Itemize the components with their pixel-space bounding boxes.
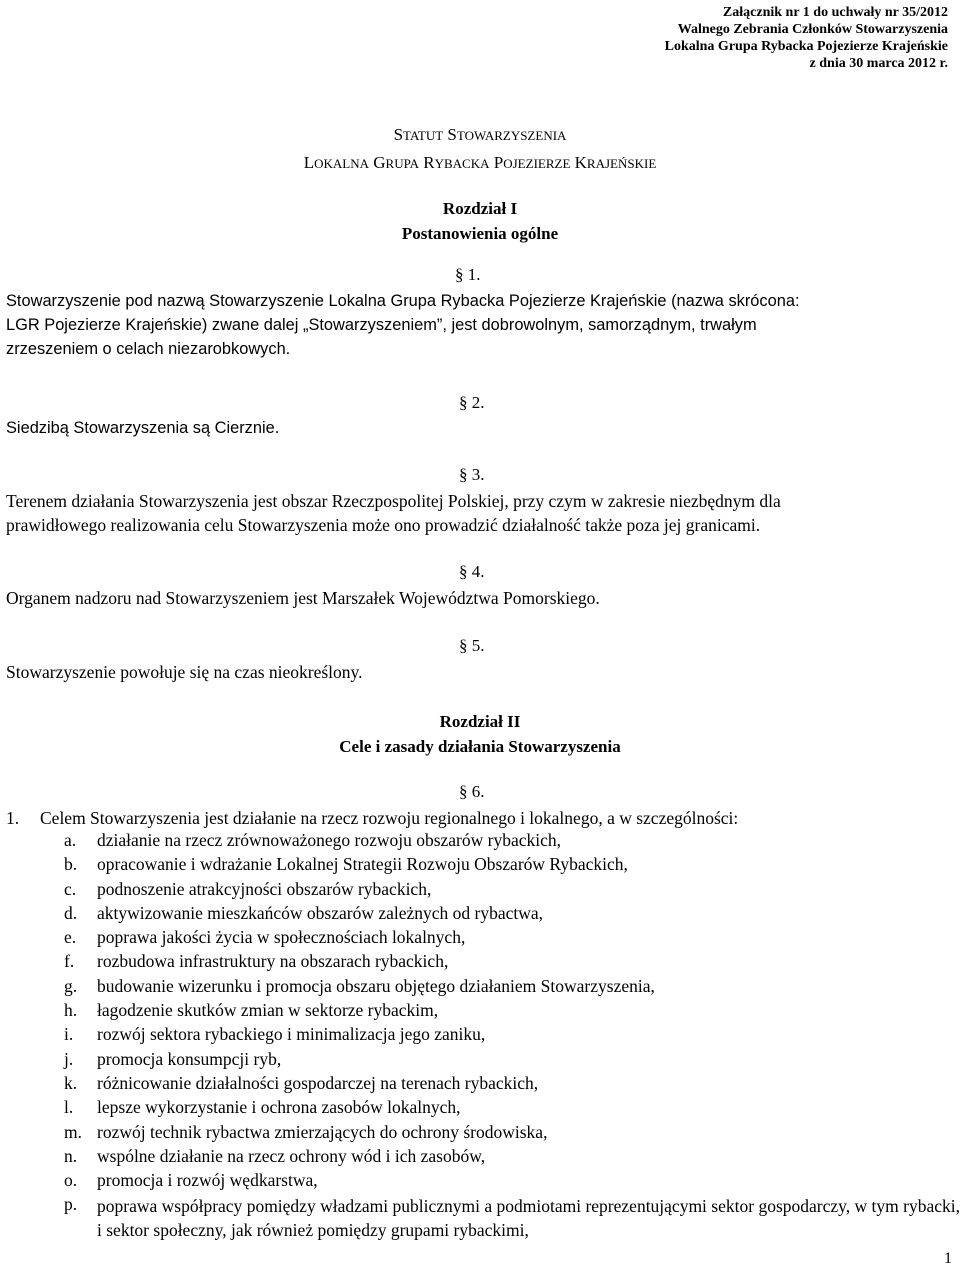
text-line: prawidłowego realizowania celu Stowarzyszenia może ono prowadzić działalność także poza jej granicami. [6,515,761,535]
text-line: zrzeszeniem o celach niezarobkowych. [6,340,291,358]
list-item-letter: j. [64,1048,74,1069]
list-item-letter: h. [64,1000,78,1021]
list-item-letter: b. [64,854,78,875]
attachment-header [665,4,948,72]
list-item-letter: a. [64,830,77,850]
list-number: 1. [6,808,20,828]
list-item-text: łagodzenie skutków zmian w sektorze rybackim, [97,1000,439,1021]
list-item-text: promocja i rozwój wędkarstwa, [97,1170,318,1191]
chapter-2-heading [0,709,960,759]
list-item [64,903,960,927]
header-line: Załącznik nr 1 do uchwały nr 35/2012 [722,5,948,20]
list-item [64,879,960,903]
text-line: LGR Pojezierze Krajeńskie) zwane dalej „Stowarzyszeniem”, jest dobrowolnym, samorządnym, trwałym [6,316,757,334]
list-item-text: działanie na rzecz zrównoważonego rozwoju obszarów rybackich, [97,830,562,850]
list-item-text: różnicowanie działalności gospodarczej na terenach rybackich, [97,1072,539,1093]
list-item-letter: n. [64,1145,78,1166]
document-title [0,121,960,177]
list-item-letter: i. [64,1024,74,1045]
list-item-text: wspólne działanie na rzecz ochrony wód i ich zasobów, [97,1145,486,1166]
list-item-text: rozbudowa infrastruktury na obszarach rybackich, [97,951,449,972]
list-item [64,1170,960,1194]
chapter-1-name: Postanowienia ogólne [401,224,559,243]
list-item-text: opracowanie i wdrażanie Lokalnej Strategii Rozwoju Obszarów Rybackich, [97,854,628,875]
list-item-text: lepsze wykorzystanie i ochrona zasobów lokalnych, [97,1097,461,1118]
section-2-sign: § 2. [459,393,485,412]
chapter-2-name: Cele i zasady działania Stowarzyszenia [339,737,621,756]
chapter-1-heading [0,196,960,246]
goals-intro: Celem Stowarzyszenia jest działanie na rzecz rozwoju regionalnego i lokalnego, a w szczególności: [40,808,739,828]
section-4-text: Organem nadzoru nad Stowarzyszeniem jest Marszałek Województwa Pomorskiego. [6,588,600,608]
list-item [64,927,960,951]
list-item-text: budowanie wizerunku i promocja obszaru objętego działaniem Stowarzyszenia, [97,975,655,996]
list-item [64,830,960,854]
header-line: Walnego Zebrania Członków Stowarzyszenia [677,22,948,37]
title-line-2: LOKALNA GRUPA RYBACKA POJEZIERZE KRAJEŃSKIE [303,153,657,172]
chapter-1-number: Rozdział I [442,199,518,218]
section-3-text [6,489,958,537]
section-5-text: Stowarzyszenie powołuje się na czas nieokreślony. [6,662,363,682]
list-item-text: rozwój sektora rybackiego i minimalizacja jego zaniku, [97,1024,486,1045]
list-item [64,1122,960,1146]
list-item-letter: m. [64,1121,82,1142]
list-item [64,951,960,975]
list-item-text: poprawa współpracy pomiędzy władzami publicznymi a podmiotami reprezentującymi sektor gospodarczy, w tym rybacki, i sektor społeczny, jak również pomiędzy grupami rybackimi, [97,1196,960,1241]
list-item-letter: d. [64,902,78,923]
list-item-text: poprawa jakości życia w społecznościach lokalnych, [97,927,466,948]
section-6-sign: § 6. [459,782,485,801]
list-item [64,854,960,878]
list-item-letter: c. [64,878,77,899]
list-item [64,1049,960,1073]
list-item-letter: k. [64,1072,78,1093]
section-4-sign: § 4. [459,562,485,581]
section-2-text: Siedzibą Stowarzyszenia są Cierznie. [6,419,280,437]
list-item [64,1194,960,1241]
list-item [64,1000,960,1024]
list-item-text: podnoszenie atrakcyjności obszarów rybackich, [97,878,432,899]
list-item-letter: o. [64,1170,78,1191]
list-item [64,1073,960,1097]
list-item-letter: p. [64,1194,78,1215]
list-item [64,1024,960,1048]
section-1-sign: § 1. [455,265,481,284]
list-item-letter: g. [64,975,78,996]
list-item-text: promocja konsumpcji ryb, [97,1048,282,1069]
page-number: 1 [944,1250,952,1267]
list-item-letter: l. [64,1097,74,1118]
section-3-sign: § 3. [459,465,485,484]
text-line: Stowarzyszenie pod nazwą Stowarzyszenie Lokalna Grupa Rybacka Pojezierze Krajeńskie (nazwa skrócona: [6,292,800,310]
section-5-sign: § 5. [459,636,485,655]
list-item [64,1146,960,1170]
list-item-letter: e. [64,927,77,948]
header-line: z dnia 30 marca 2012 r. [809,56,948,71]
goals-sublist [64,830,960,1241]
title-line-1: STATUT STOWARZYSZENIA [393,125,567,144]
list-item [64,1097,960,1121]
list-item-text: rozwój technik rybactwa zmierzających do ochrony środowiska, [97,1121,548,1142]
section-1-text [6,289,958,361]
chapter-2-number: Rozdział II [439,712,521,731]
list-item-text: aktywizowanie mieszkańców obszarów zależnych od rybactwa, [97,902,544,923]
text-line: Terenem działania Stowarzyszenia jest obszar Rzeczpospolitej Polskiej, przy czym w zakresie niezbędnym dla [6,491,781,511]
header-line: Lokalna Grupa Rybacka Pojezierze Krajeńskie [664,39,948,54]
list-item [64,976,960,1000]
list-item-letter: f. [64,951,75,972]
